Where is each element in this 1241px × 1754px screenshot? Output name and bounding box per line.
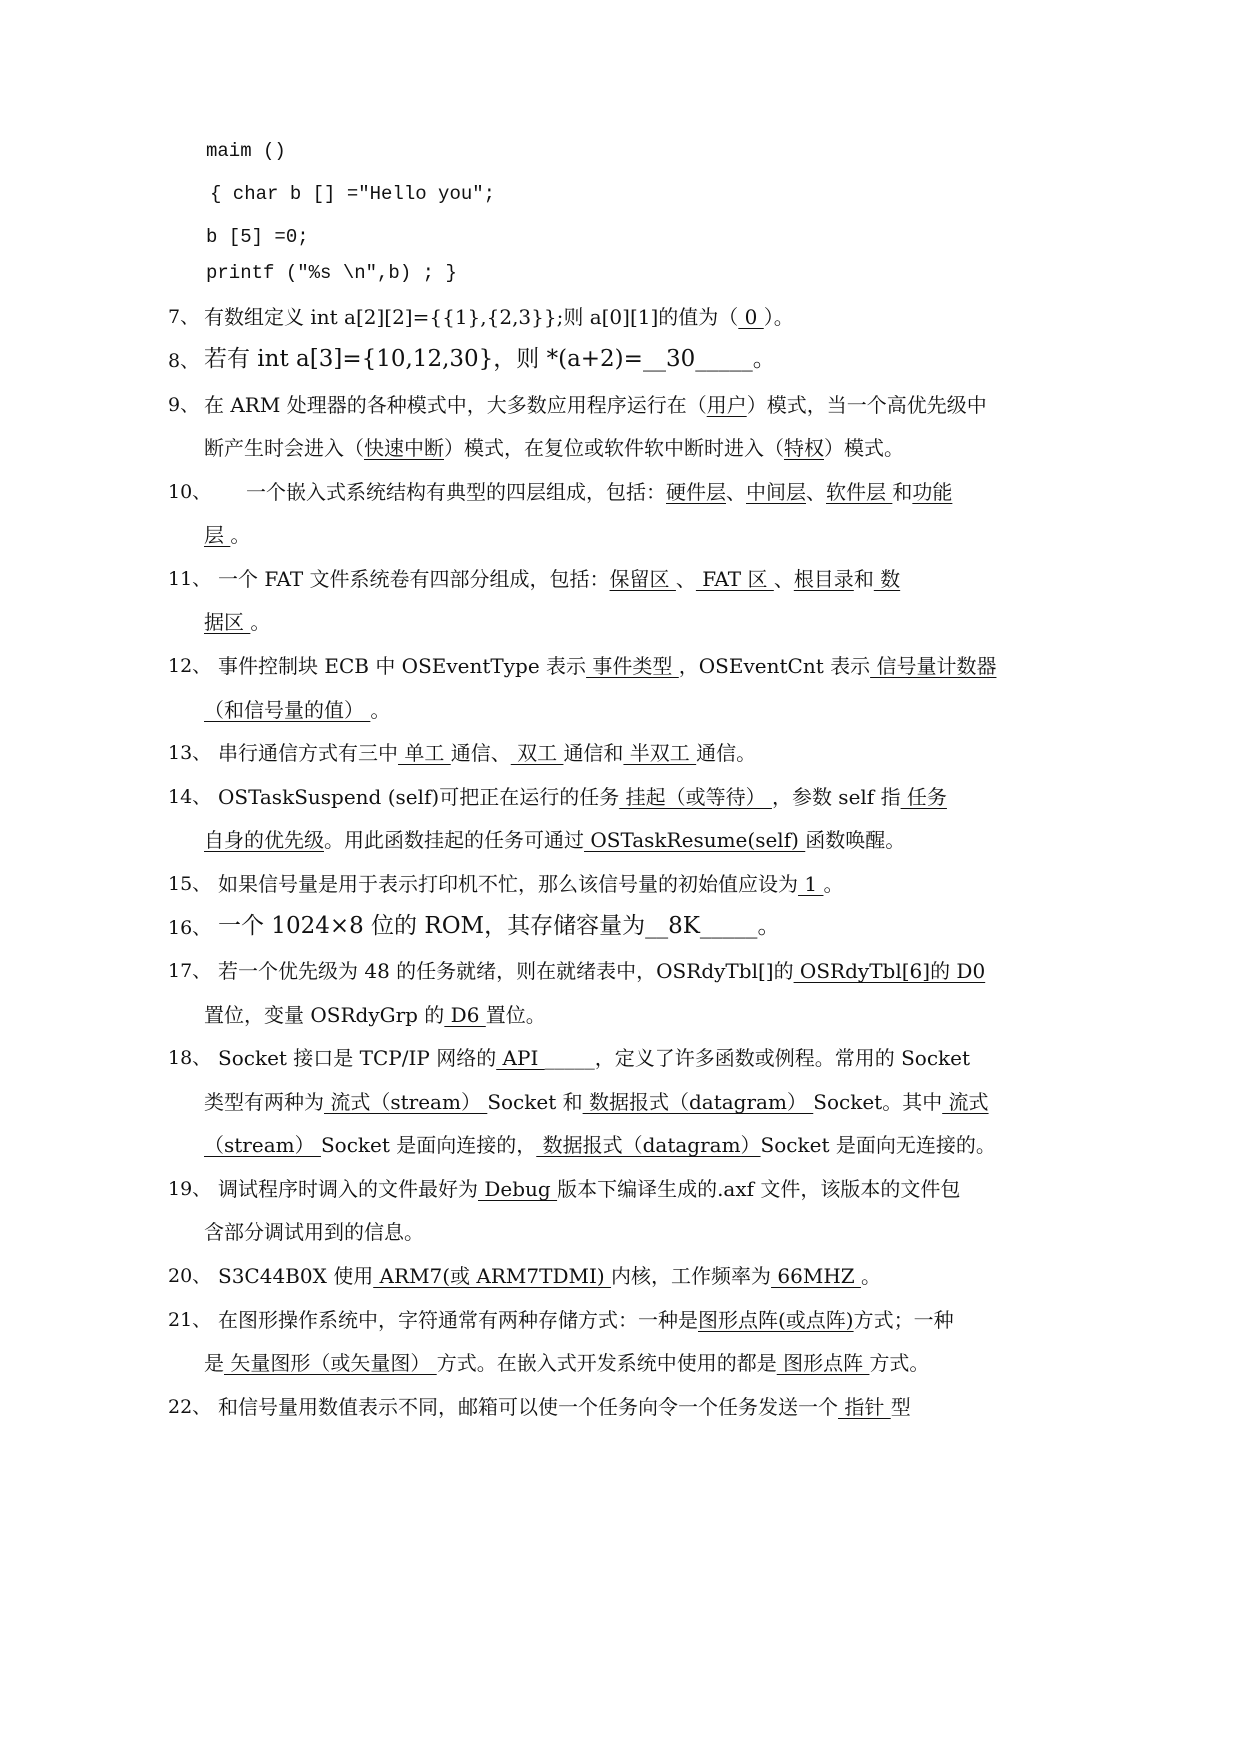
question-text: 串行通信方式有三中 bbox=[218, 741, 398, 765]
question-18-line-1 bbox=[218, 1045, 970, 1071]
question-12-line-2 bbox=[204, 697, 390, 723]
question-text: ，OSEventCnt 表示 bbox=[678, 654, 871, 678]
question-text: 。 bbox=[752, 346, 776, 372]
question-text: 一个 FAT 文件系统卷有四部分组成，包括： bbox=[218, 567, 610, 591]
question-text: S3C44B0X 使用 bbox=[218, 1264, 374, 1288]
question-8 bbox=[204, 346, 776, 372]
question-text: 是 bbox=[204, 1351, 224, 1375]
answer-blank: OSRdyTbl[6]的 D0 bbox=[793, 959, 986, 983]
question-text: 函数唤醒。 bbox=[805, 828, 906, 852]
answer-blank: 图形点阵 bbox=[776, 1351, 870, 1375]
question-text: 如果信号量是用于表示打印机不忙，那么该信号量的初始值应设为 bbox=[218, 872, 798, 896]
answer-blank: 信号量计数器 bbox=[870, 654, 997, 678]
question-text: Socket。其中 bbox=[813, 1090, 943, 1114]
question-text: 一个嵌入式系统结构有典型的四层组成，包括： bbox=[246, 480, 666, 504]
question-20 bbox=[218, 1263, 881, 1289]
code-line-4: printf ("%s \n",b) ; } bbox=[206, 262, 457, 284]
question-number: 12、 bbox=[168, 655, 212, 677]
answer-blank: 快速中断 bbox=[364, 436, 444, 460]
question-text: 、 bbox=[726, 480, 746, 504]
question-text: 和 bbox=[892, 480, 913, 504]
question-text: Socket 接口是 TCP/IP 网络的 bbox=[218, 1046, 497, 1070]
question-19-line-2: 含部分调试用到的信息。 bbox=[204, 1220, 424, 1244]
question-text: 事件控制块 ECB 中 OSEventType 表示 bbox=[218, 654, 587, 678]
question-text: 、 bbox=[773, 567, 794, 591]
question-number: 22、 bbox=[168, 1396, 212, 1418]
code-line-2: { char b [] ="Hello you"; bbox=[210, 183, 496, 205]
answer-blank: 指针 bbox=[838, 1395, 891, 1419]
code-line-3: b [5] =0; bbox=[206, 226, 309, 248]
question-text: 置位。 bbox=[485, 1003, 546, 1027]
answer-blank: FAT 区 bbox=[695, 567, 774, 591]
question-number: 15、 bbox=[168, 873, 212, 895]
question-16 bbox=[218, 913, 780, 939]
question-number: 19、 bbox=[168, 1178, 212, 1200]
question-text: Socket 是面向无连接的。 bbox=[760, 1133, 996, 1157]
answer-blank: 任务 bbox=[900, 785, 947, 809]
question-number: 17、 bbox=[168, 960, 212, 982]
question-text: 型 bbox=[890, 1395, 911, 1419]
answer-blank: API bbox=[496, 1046, 545, 1070]
question-9-line-1 bbox=[204, 392, 987, 418]
question-21-line-2 bbox=[204, 1350, 929, 1376]
question-text: ）。 bbox=[763, 305, 794, 329]
question-9-line-2 bbox=[204, 435, 904, 461]
answer-blank: OSTaskResume(self) bbox=[584, 828, 806, 852]
answer-blank: 据区 bbox=[204, 610, 251, 634]
question-text: 在 ARM 处理器的各种模式中，大多数应用程序运行在（ bbox=[204, 393, 707, 417]
question-number: 20、 bbox=[168, 1265, 212, 1287]
answer-blank: 66MHZ bbox=[771, 1264, 862, 1288]
answer-blank: 1 bbox=[798, 872, 824, 896]
question-number: 16、 bbox=[168, 917, 212, 939]
answer-blank: 流式 bbox=[942, 1090, 989, 1114]
answer-blank: __8K_____ bbox=[645, 913, 758, 939]
question-17-line-2 bbox=[204, 1002, 546, 1028]
question-22 bbox=[218, 1394, 911, 1420]
question-text: 内核，工作频率为 bbox=[611, 1264, 772, 1288]
answer-blank: 根目录 bbox=[793, 567, 854, 591]
answer-blank: 数据报式（datagram） bbox=[582, 1090, 814, 1114]
question-17-line-1 bbox=[218, 958, 985, 984]
question-number: 9、 bbox=[168, 394, 200, 416]
answer-blank: 双工 bbox=[510, 741, 564, 765]
question-text: 断产生时会进入（ bbox=[204, 436, 364, 460]
answer-blank: 挂起（或等待） bbox=[619, 785, 772, 809]
question-18-line-3 bbox=[204, 1132, 996, 1158]
answer-blank: （stream） bbox=[204, 1133, 321, 1157]
answer-blank: 功能 bbox=[912, 480, 953, 504]
question-19-line-1 bbox=[218, 1176, 960, 1202]
answer-blank: 用户 bbox=[706, 393, 747, 417]
answer-blank: （和信号量的值） bbox=[204, 698, 371, 722]
question-text: Socket 和 bbox=[487, 1090, 583, 1114]
answer-blank: 中间层 bbox=[746, 480, 806, 504]
question-14-line-1 bbox=[218, 784, 947, 810]
question-number: 8、 bbox=[168, 350, 200, 372]
question-number: 14、 bbox=[168, 786, 212, 808]
question-text: 在图形操作系统中，字符通常有两种存储方式：一种是 bbox=[218, 1308, 698, 1332]
question-text: 版本下编译生成的.axf 文件，该版本的文件包 bbox=[557, 1177, 961, 1201]
answer-blank: _____ bbox=[544, 1046, 595, 1070]
answer-blank: 数 bbox=[873, 567, 901, 591]
question-text: 通信。 bbox=[696, 741, 757, 765]
question-text: OSTaskSuspend (self)可把正在运行的任务 bbox=[218, 785, 620, 809]
question-text: 。用此函数挂起的任务可通过 bbox=[324, 828, 584, 852]
question-text: 置位，变量 OSRdyGrp 的 bbox=[204, 1003, 445, 1027]
question-text: 。 bbox=[757, 913, 781, 939]
question-text: 若一个优先级为 48 的任务就绪，则在就绪表中，OSRdyTbl[]的 bbox=[218, 959, 794, 983]
question-text: 通信、 bbox=[450, 741, 511, 765]
question-text: 。 bbox=[823, 872, 844, 896]
question-text: 通信和 bbox=[563, 741, 624, 765]
question-11-line-2 bbox=[204, 609, 270, 635]
question-text: 方式；一种 bbox=[853, 1308, 954, 1332]
answer-blank: 硬件层 bbox=[666, 480, 726, 504]
question-text: 、 bbox=[675, 567, 696, 591]
answer-blank: 数据报式（datagram） bbox=[536, 1133, 761, 1157]
question-text: 一个 1024×8 位的 ROM，其存储容量为 bbox=[218, 913, 646, 939]
question-text: ）模式，在复位或软件软中断时进入（ bbox=[444, 436, 784, 460]
question-text: ）模式。 bbox=[824, 436, 904, 460]
answer-blank: 矢量图形（或矢量图） bbox=[224, 1351, 437, 1375]
question-10-line-2 bbox=[204, 522, 250, 548]
question-21-line-1 bbox=[218, 1307, 954, 1333]
question-15 bbox=[218, 871, 843, 897]
answer-blank: 流式（stream） bbox=[324, 1090, 488, 1114]
question-number: 21、 bbox=[168, 1309, 212, 1331]
answer-blank: 事件类型 bbox=[586, 654, 679, 678]
question-7 bbox=[204, 304, 794, 330]
question-text: 若有 int a[3]={10,12,30}，则 *(a+2)= bbox=[204, 346, 643, 372]
question-10-line-1 bbox=[246, 479, 952, 505]
answer-blank: Debug bbox=[478, 1177, 558, 1201]
answer-blank: 0 bbox=[738, 305, 764, 329]
question-text: 、 bbox=[806, 480, 826, 504]
question-number: 10、 bbox=[168, 481, 212, 503]
question-number: 11、 bbox=[168, 568, 212, 590]
question-text: 方式。在嵌入式开发系统中使用的都是 bbox=[436, 1351, 777, 1375]
question-text: 方式。 bbox=[869, 1351, 930, 1375]
question-text: ，参数 self 指 bbox=[771, 785, 901, 809]
answer-blank: 软件层 bbox=[826, 480, 893, 504]
question-text: 类型有两种为 bbox=[204, 1090, 324, 1114]
question-text: 。 bbox=[250, 610, 271, 634]
answer-blank: 保留区 bbox=[609, 567, 676, 591]
question-text: Socket 是面向连接的， bbox=[320, 1133, 537, 1157]
question-text: ）模式，当一个高优先级中 bbox=[746, 393, 987, 417]
question-text: 。 bbox=[861, 1264, 882, 1288]
question-text: 调试程序时调入的文件最好为 bbox=[218, 1177, 478, 1201]
answer-blank: ARM7(或 ARM7TDMI) bbox=[373, 1264, 612, 1288]
question-14-line-2 bbox=[204, 827, 905, 853]
question-text: 。 bbox=[230, 523, 251, 547]
question-13 bbox=[218, 740, 756, 766]
answer-blank: __30_____ bbox=[642, 346, 753, 372]
question-number: 7、 bbox=[168, 306, 200, 328]
code-line-1: maim () bbox=[206, 140, 286, 162]
question-18-line-2 bbox=[204, 1089, 989, 1115]
answer-blank: 半双工 bbox=[623, 741, 697, 765]
question-number: 13、 bbox=[168, 742, 212, 764]
question-text: 有数组定义 int a[2][2]={{1},{2,3}};则 a[0][1]的值为（ bbox=[204, 305, 739, 329]
answer-blank: 特权 bbox=[784, 436, 824, 460]
question-11-line-1 bbox=[218, 566, 900, 592]
question-text: ，定义了许多函数或例程。常用的 Socket bbox=[594, 1046, 971, 1070]
answer-blank: D6 bbox=[444, 1003, 486, 1027]
question-text: 和信号量用数值表示不同，邮箱可以使一个任务向令一个任务发送一个 bbox=[218, 1395, 838, 1419]
question-text: 。 bbox=[370, 698, 391, 722]
answer-blank: 自身的优先级 bbox=[204, 828, 324, 852]
answer-blank: 层 bbox=[204, 523, 231, 547]
answer-blank: 图形点阵(或点阵) bbox=[698, 1308, 854, 1332]
question-12-line-1 bbox=[218, 653, 996, 679]
question-number: 18、 bbox=[168, 1047, 212, 1069]
answer-blank: 单工 bbox=[398, 741, 451, 765]
question-text: 和 bbox=[853, 567, 874, 591]
